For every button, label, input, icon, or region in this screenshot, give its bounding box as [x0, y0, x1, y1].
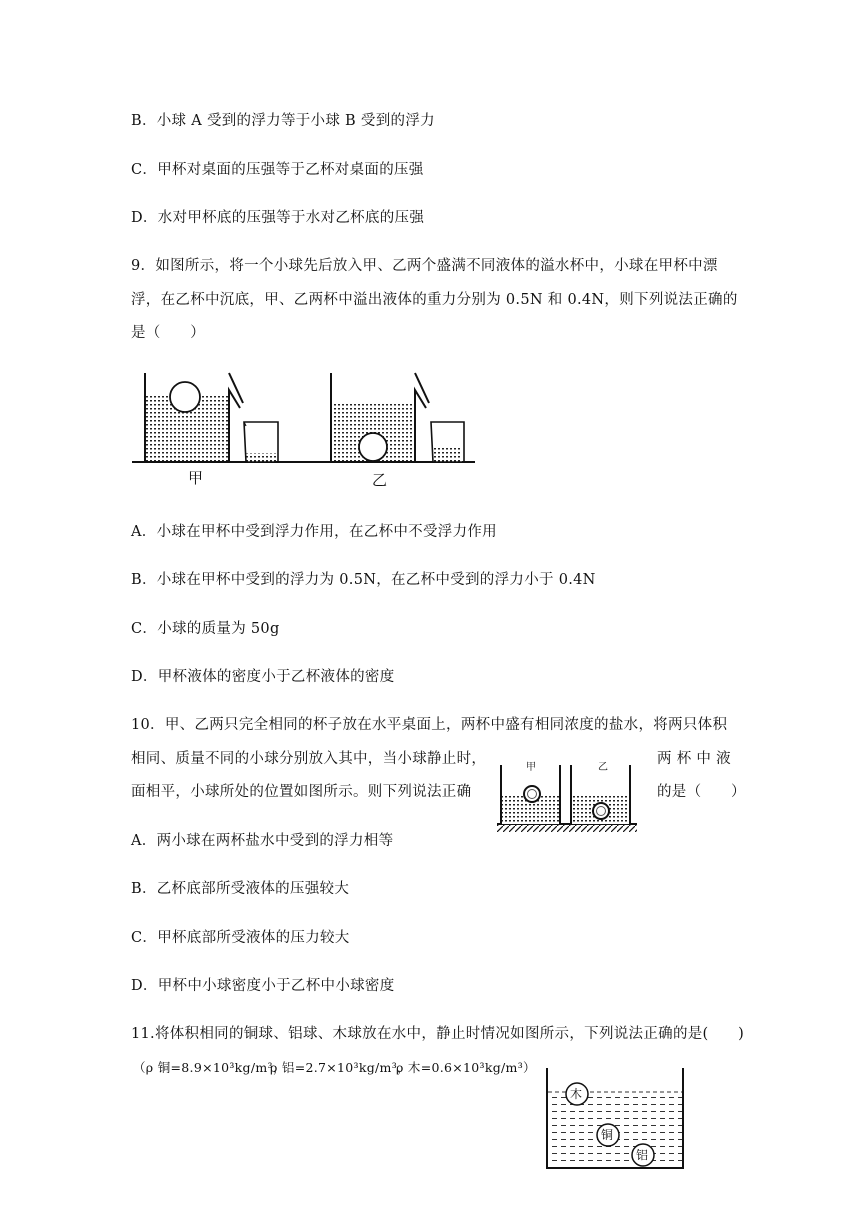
q9-stem-line3: 是（ ） [131, 325, 205, 341]
q11-label-wood: 木 [570, 1087, 583, 1101]
q10-label-right: 乙 [598, 762, 609, 773]
q11-figure [542, 1066, 688, 1172]
q10-stem-line3b: 的是（ ） [657, 784, 746, 800]
q9-stem-line2: 浮，在乙杯中沉底，甲、乙两杯中溢出液体的重力分别为 0.5N 和 0.4N，则下列说法正确的 [131, 292, 738, 308]
q11-density-copper: （ρ 铜=8.9×10³kg/m³， [133, 1060, 286, 1075]
q10-stem-line2a: 相同、质量不同的小球分别放入其中，当小球静止时， [131, 751, 487, 767]
q11-label-aluminum: 铝 [636, 1148, 649, 1162]
q9-option-c: C．小球的质量为 50g [131, 621, 280, 637]
q10-label-left: 甲 [526, 762, 537, 773]
q9-stem-line1: 9．如图所示，将一个小球先后放入甲、乙两个盛满不同液体的溢水杯中，小球在甲杯中漂 [131, 258, 718, 274]
q10-stem-line1: 10．甲、乙两只完全相同的杯子放在水平桌面上，两杯中盛有相同浓度的盐水，将两只体积 [131, 717, 728, 733]
q10-option-d: D．甲杯中小球密度小于乙杯中小球密度 [131, 978, 395, 994]
q10-stem-line2b: 两 杯 中 液 [657, 751, 731, 767]
q10-option-a: A．两小球在两杯盐水中受到的浮力相等 [131, 833, 394, 849]
q9-ball-sunk [359, 433, 387, 461]
q10-option-c: C．甲杯底部所受液体的压力较大 [131, 930, 350, 946]
q9-option-b: B．小球在甲杯中受到的浮力为 0.5N，在乙杯中受到的浮力小于 0.4N [131, 572, 596, 588]
q9-option-d: D．甲杯液体的密度小于乙杯液体的密度 [131, 669, 395, 685]
q9-figure [130, 368, 480, 493]
q11-stem-line1: 11.将体积相同的铜球、铝球、木球放在水中，静止时情况如图所示，下列说法正确的是( ) [131, 1026, 745, 1042]
q8-option-b: B．小球 A 受到的浮力等于小球 B 受到的浮力 [131, 113, 435, 129]
q11-label-copper: 铜 [601, 1128, 614, 1142]
q10-figure [497, 760, 639, 836]
q8-option-d: D．水对甲杯底的压强等于水对乙杯底的压强 [131, 210, 425, 226]
q9-ball-floating [170, 382, 200, 412]
q10-stem-line3a: 面相平，小球所处的位置如图所示。则下列说法正确 [131, 784, 472, 800]
q9-label-right: 乙 [372, 471, 388, 489]
q11-density-wood: ρ 木=0.6×10³kg/m³） [396, 1060, 536, 1075]
q11-density-aluminum: ρ 铝=2.7×10³kg/m³， [270, 1060, 410, 1075]
q8-option-c: C．甲杯对桌面的压强等于乙杯对桌面的压强 [131, 162, 424, 178]
q9-option-a: A．小球在甲杯中受到浮力作用，在乙杯中不受浮力作用 [131, 524, 497, 540]
q10-option-b: B．乙杯底部所受液体的压强较大 [131, 881, 350, 897]
q9-label-left: 甲 [188, 469, 204, 487]
